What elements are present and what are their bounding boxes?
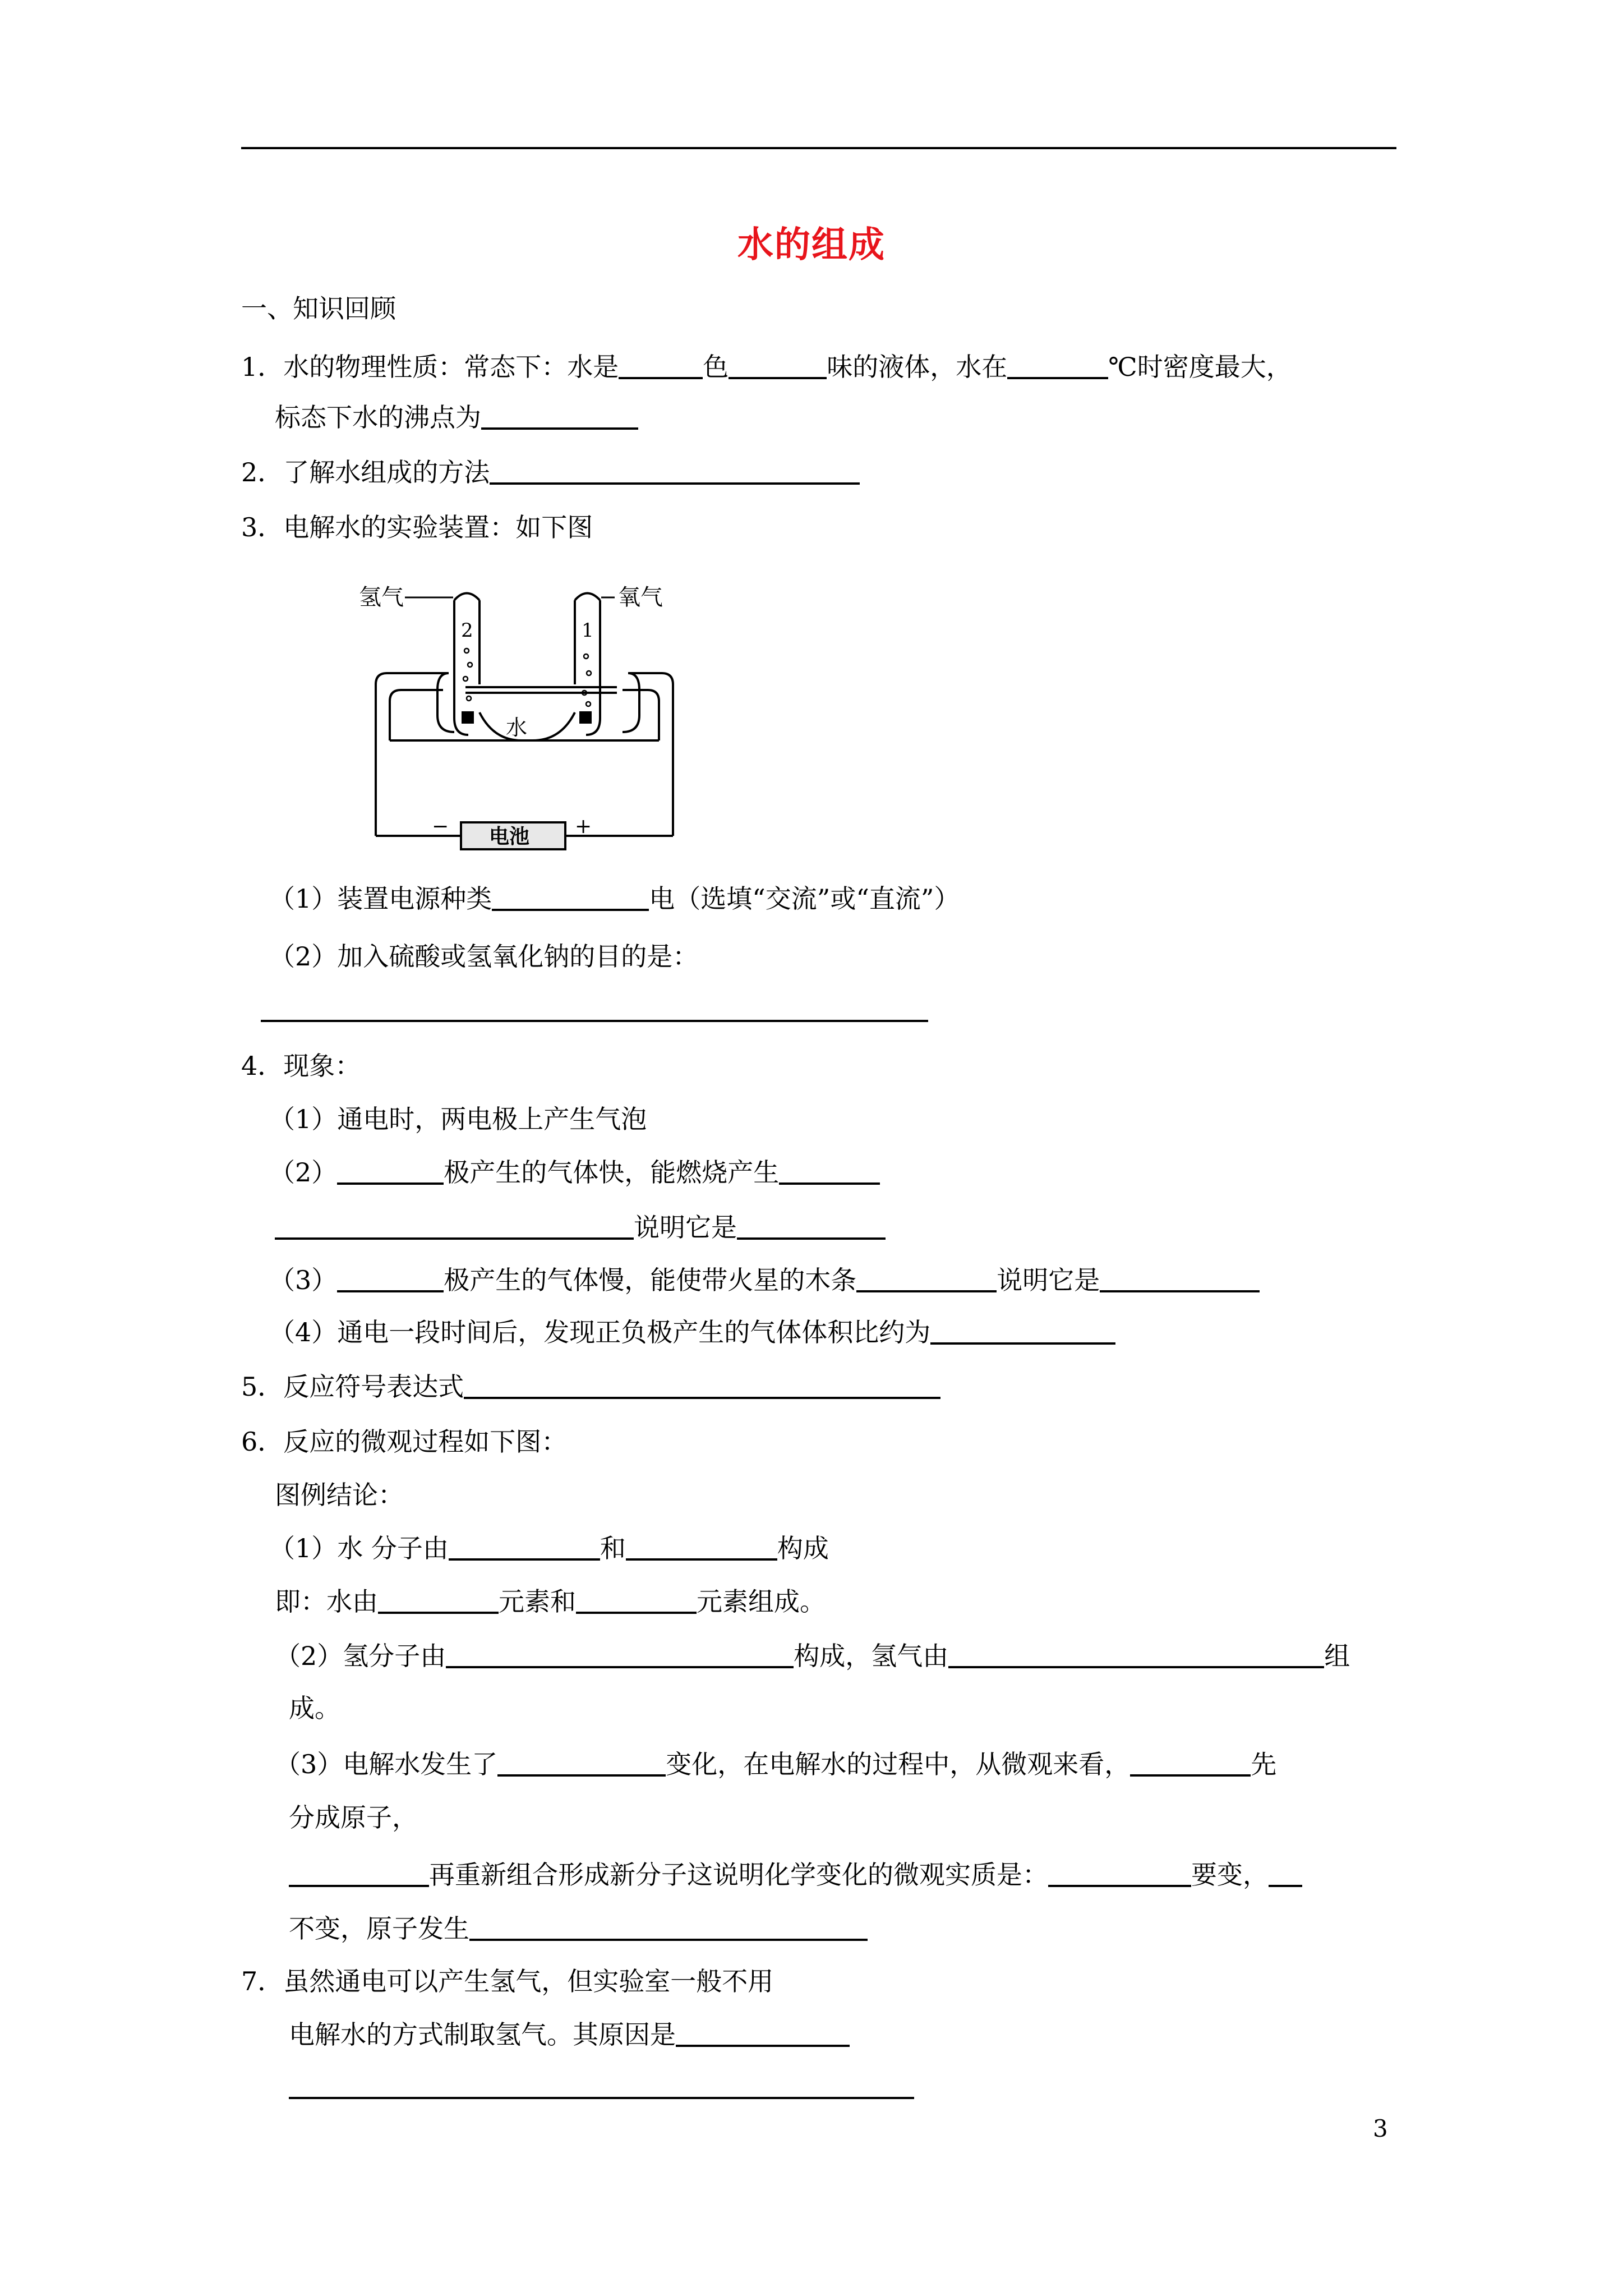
- blank-atoms[interactable]: [289, 1859, 429, 1887]
- question-4-part1: （1）通电时，两电极上产生气泡: [269, 1104, 647, 1134]
- question-4: 4．现象：: [241, 1051, 361, 1081]
- electrode-left: [462, 711, 474, 724]
- electrode-right: [579, 711, 592, 724]
- blank-color[interactable]: [619, 351, 703, 379]
- question-1: 1．水的物理性质：常态下：水是 色 味的液体，水在 ℃时密度最大，: [241, 352, 1292, 382]
- label-tube-2: 2: [461, 619, 473, 642]
- answer-line-purpose[interactable]: [261, 1020, 928, 1022]
- blank-atoms-undergo[interactable]: [469, 1913, 868, 1941]
- blank-element-a[interactable]: [378, 1586, 499, 1614]
- label-plus: +: [575, 815, 592, 838]
- blank-electrode-fast[interactable]: [337, 1157, 444, 1185]
- question-6-part1: （1）水 分子由 和 构成: [269, 1533, 829, 1563]
- blank-gas-slow[interactable]: [1100, 1264, 1260, 1292]
- question-7-line2: 电解水的方式制取氢气。其原因是: [289, 2018, 850, 2051]
- question-4-part2-line2: 说明它是: [275, 1211, 886, 1244]
- blank-hydrogen-molecule[interactable]: [446, 1640, 794, 1668]
- question-6-part3-line2: 分成原子，: [289, 1802, 418, 1833]
- blank-hydrogen-gas[interactable]: [948, 1640, 1324, 1668]
- question-4-part3: （3） 极产生的气体慢，能使带火星的木条 说明它是: [269, 1263, 1260, 1297]
- electrolysis-apparatus-diagram: [359, 572, 718, 853]
- question-4-part2: （2） 极产生的气体快，能燃烧产生: [269, 1156, 880, 1189]
- blank-burn-product-cont[interactable]: [275, 1212, 634, 1240]
- blank-split-first[interactable]: [1130, 1749, 1251, 1777]
- question-4-part4: （4）通电一段时间后，发现正负极产生的气体体积比约为: [269, 1315, 1115, 1349]
- page-title: 水的组成: [737, 224, 886, 266]
- question-6-part2: （2）氢分子由 构成，氢气由 组: [275, 1641, 1350, 1671]
- blank-gas-fast[interactable]: [737, 1212, 886, 1240]
- answer-line-reason[interactable]: [289, 2097, 914, 2099]
- blank-element-b[interactable]: [576, 1586, 697, 1614]
- blank-reaction-expression[interactable]: [464, 1371, 940, 1399]
- question-6-part3-line3: 再重新组合形成新分子这说明化学变化的微观实质是： 要变，: [289, 1858, 1302, 1892]
- blank-what-unchanged[interactable]: [1269, 1859, 1302, 1887]
- question-6-part3-line4: 不变，原子发生: [289, 1912, 868, 1945]
- question-5: 5．反应符号表达式: [241, 1370, 940, 1404]
- question-3: 3．电解水的实验装置：如下图: [241, 512, 593, 542]
- blank-method[interactable]: [490, 457, 860, 485]
- question-6-legend: 图例结论：: [275, 1480, 404, 1510]
- question-7: 7．虽然通电可以产生氢气，但实验室一般不用: [241, 1966, 774, 1996]
- label-battery: 电池: [489, 825, 530, 848]
- question-1-line2: 标态下水的沸点为: [275, 401, 638, 434]
- blank-electrode-slow[interactable]: [337, 1264, 444, 1292]
- blank-boiling-point[interactable]: [481, 402, 638, 430]
- blank-molecule-part-a[interactable]: [449, 1533, 600, 1561]
- label-hydrogen: 氢气: [359, 585, 404, 610]
- blank-splint[interactable]: [856, 1264, 997, 1292]
- label-water: 水: [506, 715, 528, 740]
- label-tube-1: 1: [582, 619, 594, 642]
- question-3-part1: （1）装置电源种类 电（选填“交流”或“直流”）: [269, 884, 960, 914]
- question-6-part1-line2: 即：水由 元素和 元素组成。: [275, 1586, 826, 1617]
- question-6: 6．反应的微观过程如下图：: [241, 1427, 568, 1457]
- question-2: 2．了解水组成的方法: [241, 455, 860, 489]
- section-heading: 一、知识回顾: [241, 293, 396, 324]
- blank-reason[interactable]: [676, 2019, 850, 2047]
- blank-power-type[interactable]: [492, 883, 649, 911]
- label-oxygen: 氧气: [618, 585, 663, 610]
- blank-volume-ratio[interactable]: [930, 1317, 1115, 1345]
- blank-burn-product[interactable]: [779, 1157, 880, 1185]
- blank-smell[interactable]: [728, 351, 827, 379]
- question-3-part2: （2）加入硫酸或氢氧化钠的目的是：: [269, 941, 699, 972]
- blank-change-type[interactable]: [497, 1749, 666, 1777]
- blank-temperature[interactable]: [1007, 351, 1108, 379]
- question-6-part3: （3）电解水发生了 变化，在电解水的过程中，从微观来看， 先: [275, 1749, 1277, 1779]
- page-number: 3: [1373, 2115, 1388, 2142]
- blank-what-changes[interactable]: [1048, 1859, 1191, 1887]
- question-6-part2-line2: 成。: [289, 1693, 340, 1723]
- header-rule: [241, 147, 1396, 149]
- label-minus: −: [432, 815, 449, 838]
- blank-molecule-part-b[interactable]: [626, 1533, 777, 1561]
